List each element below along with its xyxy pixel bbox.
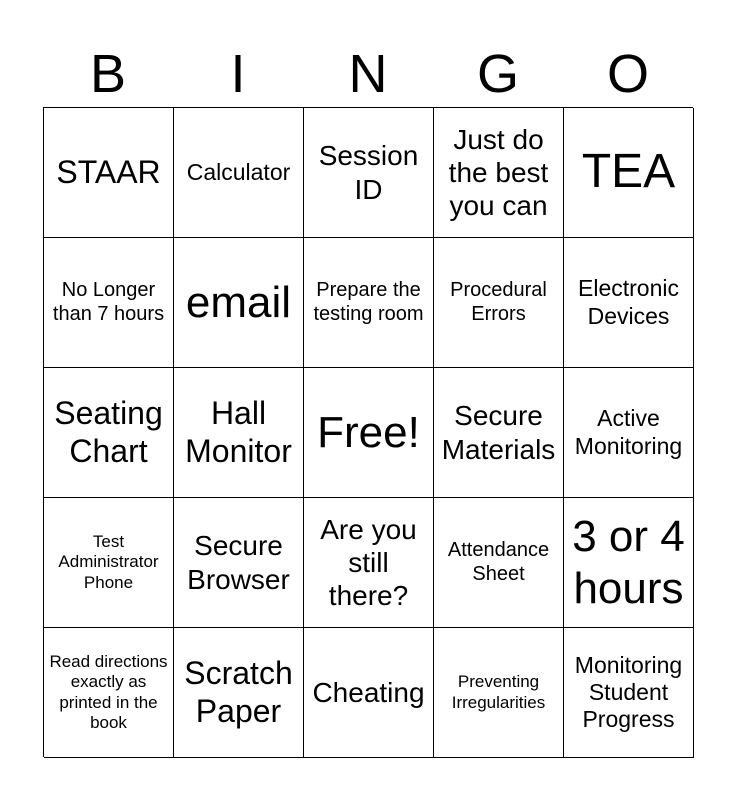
- bingo-cell[interactable]: [174, 498, 304, 628]
- cell-label: Seating Chart: [54, 394, 163, 469]
- bingo-cell[interactable]: [434, 498, 564, 628]
- cell-label: Are you still there?: [320, 513, 417, 612]
- bingo-cell[interactable]: [304, 238, 434, 368]
- bingo-cell[interactable]: [564, 368, 694, 498]
- cell-label: Secure Browser: [187, 530, 290, 595]
- cell-label: No Longer than 7 hours: [52, 278, 165, 325]
- bingo-cell[interactable]: [44, 368, 174, 498]
- cell-label: Hall Monitor: [185, 394, 292, 469]
- bingo-cell free-space[interactable]: [304, 368, 434, 498]
- cell-label: Active Monitoring: [574, 405, 683, 459]
- bingo-header: [43, 40, 693, 108]
- bingo-cell[interactable]: [564, 238, 694, 368]
- cell-label: Test Administrator Phone: [58, 532, 159, 592]
- bingo-cell[interactable]: [304, 108, 434, 238]
- bingo-cell[interactable]: [564, 628, 694, 758]
- cell-label: Calculator: [186, 158, 291, 185]
- cell-label: Free!: [317, 407, 420, 457]
- bingo-cell[interactable]: [174, 368, 304, 498]
- cell-label: Cheating: [312, 676, 425, 708]
- bingo-cell[interactable]: [174, 628, 304, 758]
- bingo-cell[interactable]: [564, 498, 694, 628]
- bingo-cell[interactable]: [304, 628, 434, 758]
- bingo-cell[interactable]: [304, 498, 434, 628]
- cell-label: Prepare the testing room: [313, 278, 424, 325]
- bingo-cell[interactable]: [564, 108, 694, 238]
- bingo-cell[interactable]: [44, 108, 174, 238]
- header-letter-g: G: [476, 44, 519, 104]
- cell-label: Procedural Errors: [450, 278, 547, 325]
- bingo-cell[interactable]: [44, 238, 174, 368]
- cell-label: Attendance Sheet: [447, 538, 550, 585]
- header-letter-n: N: [348, 44, 388, 104]
- cell-label: STAAR: [56, 153, 161, 190]
- cell-label: Just do the best you can: [448, 123, 549, 222]
- cell-label: Scratch Paper: [184, 654, 293, 729]
- bingo-board: [43, 107, 693, 757]
- bingo-cell[interactable]: [174, 108, 304, 238]
- bingo-cell[interactable]: [434, 108, 564, 238]
- cell-label: Electronic Devices: [578, 275, 679, 329]
- cell-label: TEA: [581, 145, 676, 199]
- bingo-cell[interactable]: [44, 498, 174, 628]
- cell-label: Read directions exactly as printed in the book: [49, 652, 168, 732]
- bingo-cell[interactable]: [44, 628, 174, 758]
- cell-label: Secure Materials: [441, 400, 556, 465]
- header-letter-o: O: [606, 44, 649, 104]
- cell-label: 3 or 4 hours: [572, 511, 685, 613]
- cell-label: Session ID: [318, 140, 419, 205]
- bingo-cell[interactable]: [434, 238, 564, 368]
- bingo-cell[interactable]: [434, 368, 564, 498]
- bingo-cell[interactable]: [174, 238, 304, 368]
- cell-label: Preventing Irregularities: [451, 672, 546, 712]
- header-letter-i: I: [230, 44, 246, 104]
- cell-label: Monitoring Student Progress: [574, 651, 683, 733]
- cell-label: email: [185, 277, 292, 327]
- bingo-cell[interactable]: [434, 628, 564, 758]
- header-letter-b: B: [89, 44, 127, 104]
